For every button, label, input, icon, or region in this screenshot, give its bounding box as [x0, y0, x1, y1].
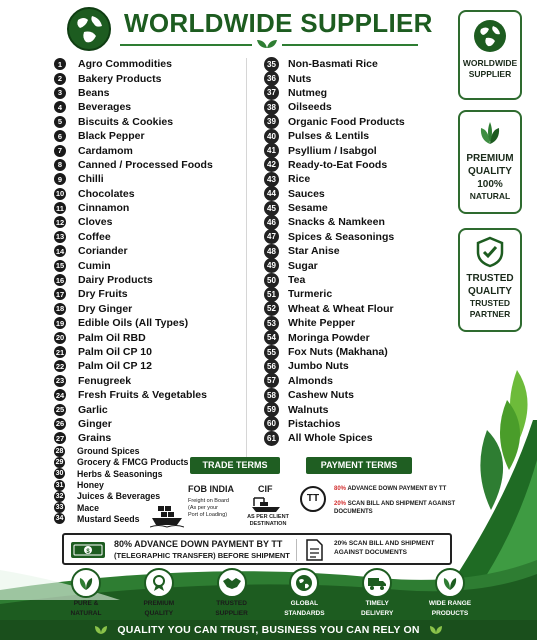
product-item — [54, 345, 213, 359]
product-item — [264, 129, 405, 143]
product-label: Cloves — [78, 216, 113, 229]
product-number: 28 — [55, 447, 64, 455]
product-item — [54, 100, 213, 114]
product-item — [54, 71, 213, 85]
leaf-icon — [429, 625, 443, 635]
product-label: Mace — [77, 502, 100, 513]
badge-line: QUALITY — [144, 609, 174, 617]
product-number: 61 — [264, 431, 279, 446]
product-item — [264, 230, 405, 244]
product-item — [54, 388, 213, 402]
fob-description — [188, 498, 229, 519]
product-item — [54, 187, 213, 201]
product-label: Nutmeg — [288, 86, 328, 99]
product-number: 53 — [264, 316, 279, 331]
product-item — [54, 330, 213, 344]
product-label: Garlic — [78, 403, 108, 416]
product-number: 26 — [55, 419, 65, 429]
product-number: 16 — [55, 275, 65, 285]
product-number: 48 — [264, 244, 279, 259]
badge-line: TIMELY — [365, 600, 389, 607]
product-item — [54, 258, 213, 272]
product-item — [264, 302, 405, 316]
product-label: Sesame — [288, 202, 328, 215]
product-number: 25 — [55, 405, 65, 415]
product-number: 54 — [264, 330, 279, 345]
ship-icon — [150, 502, 184, 528]
product-number: 23 — [55, 376, 65, 386]
product-item — [54, 115, 213, 129]
product-label: Edible Oils (All Types) — [78, 317, 189, 330]
product-number: 37 — [264, 85, 279, 100]
payment-term-text: ADVANCE DOWN PAYMENT BY TT — [347, 486, 447, 492]
globe-icon — [294, 573, 314, 593]
cif-description — [246, 514, 290, 528]
cif-line: AS PER CLIENT — [247, 514, 289, 520]
worldwide-supplier-card — [458, 10, 522, 100]
product-item — [264, 215, 405, 229]
product-item — [54, 287, 213, 301]
product-item — [54, 457, 213, 468]
product-label: Organic Food Products — [288, 115, 405, 128]
product-label: Spices & Seasonings — [288, 230, 395, 243]
product-label: Jumbo Nuts — [288, 360, 349, 373]
fob-line: Freight on Board — [188, 498, 229, 504]
product-number: 24 — [55, 390, 65, 400]
product-number: 12 — [55, 217, 65, 227]
leaf-icon — [94, 625, 108, 635]
badge-line: TRUSTED — [216, 600, 247, 607]
product-label: Palm Oil CP 10 — [78, 346, 152, 358]
product-number: 41 — [264, 143, 279, 158]
crane-ship-icon — [250, 496, 282, 514]
card-line: QUALITY — [468, 166, 512, 177]
product-label: Dairy Products — [78, 274, 153, 287]
shield-check-icon — [475, 236, 505, 268]
product-item — [264, 374, 405, 388]
product-item — [54, 215, 213, 229]
product-item — [54, 86, 213, 100]
product-number: 58 — [264, 388, 279, 403]
product-number: 36 — [264, 71, 279, 86]
payment-term-2 — [334, 500, 474, 516]
product-label: Grocery & FMCG Products — [77, 457, 189, 468]
product-label: Cardamom — [78, 144, 133, 157]
product-number: 38 — [264, 100, 279, 115]
product-label: Pulses & Lentils — [288, 130, 370, 143]
product-label: Black Pepper — [78, 130, 145, 143]
product-number: 8 — [54, 159, 66, 171]
product-number: 20 — [55, 333, 65, 343]
product-item — [264, 201, 405, 215]
leaf-icon — [77, 574, 95, 592]
product-number: 15 — [55, 261, 65, 271]
card-line: PARTNER — [469, 309, 511, 319]
product-item — [264, 115, 405, 129]
payment-box-divider — [296, 539, 297, 561]
product-number: 9 — [54, 173, 66, 185]
product-label: Honey — [77, 480, 104, 491]
product-number: 30 — [55, 470, 64, 478]
product-item — [264, 359, 405, 373]
product-label: White Pepper — [288, 317, 356, 330]
product-label: Nuts — [288, 72, 312, 85]
product-item — [54, 129, 213, 143]
product-item — [54, 431, 213, 445]
product-label: Beans — [78, 86, 110, 99]
product-number: 42 — [264, 157, 279, 172]
payment-percent: 80% — [334, 486, 347, 492]
badge-line: GLOBAL — [290, 600, 319, 607]
product-label: Fox Nuts (Makhana) — [288, 346, 388, 358]
product-label: Non-Basmati Rice — [288, 58, 378, 71]
product-label: Coffee — [78, 230, 111, 243]
product-label: Turmeric — [288, 288, 333, 301]
product-number: 4 — [54, 101, 66, 113]
fob-line: Port of Loading) — [188, 512, 228, 518]
product-label: Tea — [288, 274, 306, 287]
payment-percent: 20% — [334, 501, 347, 507]
header — [0, 0, 440, 52]
product-number: 5 — [54, 116, 66, 128]
badge-global-standards — [276, 568, 332, 618]
product-number: 18 — [55, 304, 65, 314]
cash-icon — [70, 539, 106, 561]
product-label: Cinnamon — [78, 202, 130, 215]
tt-badge: TT — [300, 486, 326, 512]
payment-terms — [300, 480, 475, 530]
card-line: 100% — [477, 179, 503, 190]
product-number: 55 — [264, 345, 279, 360]
card-line: WORLDWIDE — [462, 58, 518, 68]
product-number: 44 — [264, 186, 279, 201]
product-number: 10 — [55, 189, 65, 199]
product-label: Biscuits & Cookies — [78, 115, 174, 128]
product-item — [264, 244, 405, 258]
badge-trusted-supplier — [204, 568, 260, 618]
decorative-leaves — [447, 360, 537, 590]
product-number: 35 — [264, 57, 279, 72]
product-label: Almonds — [288, 374, 333, 387]
product-item — [264, 158, 405, 172]
product-item — [264, 187, 405, 201]
payment-side-text: 20% SCAN BILL AND SHIPMENT AGAINST DOCUMENTS — [334, 540, 435, 556]
product-label: Canned / Processed Foods — [78, 158, 213, 171]
product-label: Dry Ginger — [78, 302, 133, 315]
product-label: Fenugreek — [78, 374, 132, 387]
product-label: Dry Fruits — [78, 288, 128, 301]
badge-line: PURE & — [73, 600, 99, 607]
product-number: 27 — [55, 433, 65, 443]
product-item — [264, 100, 405, 114]
product-number: 1 — [54, 58, 66, 70]
product-item — [54, 417, 213, 431]
product-item — [264, 388, 405, 402]
product-item — [54, 230, 213, 244]
product-label: Grains — [78, 432, 112, 445]
product-number: 7 — [54, 145, 66, 157]
product-number: 6 — [54, 130, 66, 142]
product-number: 13 — [55, 232, 65, 242]
product-number: 34 — [55, 515, 64, 523]
product-number: 57 — [264, 373, 279, 388]
product-list-right — [264, 57, 405, 446]
product-label: Coriander — [78, 245, 128, 258]
product-label: Oilseeds — [288, 101, 332, 114]
globe-icon — [472, 18, 508, 54]
product-number: 29 — [55, 458, 64, 466]
fob-line: (As per your — [188, 505, 218, 511]
product-number: 31 — [55, 481, 64, 489]
product-number: 45 — [264, 201, 279, 216]
product-label: Palm Oil RBD — [78, 331, 146, 344]
product-item — [54, 402, 213, 416]
product-item — [264, 143, 405, 157]
payment-term-text: SCAN BILL AND SHIPMENT AGAINST DOCUMENTS — [334, 501, 456, 515]
product-item — [54, 273, 213, 287]
column-divider — [246, 58, 247, 458]
payment-terms-banner: PAYMENT TERMS — [306, 457, 412, 474]
product-item — [54, 201, 213, 215]
product-label: Ginger — [78, 417, 112, 430]
product-item — [264, 345, 405, 359]
product-item — [264, 258, 405, 272]
product-item — [54, 468, 213, 479]
product-item — [264, 86, 405, 100]
product-label: Sugar — [288, 259, 318, 272]
product-item — [264, 330, 405, 344]
product-number: 17 — [55, 289, 65, 299]
product-label: Chocolates — [78, 187, 135, 200]
product-number: 33 — [55, 504, 64, 512]
product-item — [54, 57, 213, 71]
product-number: 32 — [55, 492, 64, 500]
product-item — [264, 71, 405, 85]
product-number: 51 — [264, 287, 279, 302]
product-label: Juices & Beverages — [77, 491, 161, 502]
product-item — [54, 244, 213, 258]
product-label: Ready-to-Eat Foods — [288, 158, 388, 171]
product-label: Psyllium / Isabgol — [288, 144, 377, 157]
product-number: 50 — [264, 273, 279, 288]
product-number: 40 — [264, 129, 279, 144]
product-number: 2 — [54, 73, 66, 85]
globe-icon — [66, 6, 112, 52]
handshake-icon — [222, 575, 242, 591]
footer-tagline — [0, 620, 537, 640]
premium-quality-card — [458, 110, 522, 214]
product-label: Cashew Nuts — [288, 389, 354, 402]
product-item — [54, 158, 213, 172]
card-line: TRUSTED — [466, 273, 514, 284]
product-number: 19 — [55, 318, 65, 328]
product-item — [264, 273, 405, 287]
product-item — [54, 302, 213, 316]
product-item — [54, 316, 213, 330]
badge-line: PREMIUM — [143, 600, 175, 607]
product-label: Sauces — [288, 187, 325, 200]
product-item — [54, 143, 213, 157]
badge-pure-natural — [58, 568, 114, 618]
badge-line: STANDARDS — [284, 609, 325, 617]
trade-terms — [150, 482, 290, 532]
product-label: Herbs & Seasonings — [77, 468, 163, 479]
badge-timely-delivery — [349, 568, 405, 618]
product-label: All Whole Spices — [288, 432, 373, 445]
feature-badges — [58, 568, 478, 618]
badge-line: PRODUCTS — [431, 609, 469, 617]
product-label: Palm Oil CP 12 — [78, 360, 152, 373]
cif-title: CIF — [258, 484, 273, 494]
product-label: Beverages — [78, 101, 132, 114]
product-label: Bakery Products — [78, 72, 162, 85]
product-label: Mustard Seeds — [77, 513, 140, 524]
card-line: SUPPLIER — [468, 69, 512, 79]
product-label: Agro Commodities — [78, 58, 172, 71]
svg-text:$: $ — [86, 549, 90, 555]
cif-line: DESTINATION — [249, 521, 287, 527]
product-item — [264, 402, 405, 416]
product-item — [54, 172, 213, 186]
product-number: 47 — [264, 229, 279, 244]
title-underline-right — [282, 44, 418, 46]
card-line: NATURAL — [469, 191, 511, 201]
product-item — [264, 287, 405, 301]
product-number: 39 — [264, 114, 279, 129]
badge-premium-quality — [131, 568, 187, 618]
page-title: WORLDWIDE SUPPLIER — [124, 8, 433, 38]
footer-text: QUALITY YOU CAN TRUST, BUSINESS YOU CAN RELY ON — [117, 624, 420, 636]
trade-terms-banner: TRADE TERMS — [190, 457, 280, 474]
product-item — [54, 446, 213, 457]
product-label: Fresh Fruits & Vegetables — [78, 389, 207, 402]
badge-line: NATURAL — [70, 609, 102, 617]
payment-main-line: 80% ADVANCE DOWN PAYMENT BY TT — [114, 539, 283, 549]
product-number: 46 — [264, 215, 279, 230]
card-line: TRUSTED — [469, 298, 511, 308]
product-item — [264, 57, 405, 71]
product-number: 14 — [55, 246, 65, 256]
product-number: 3 — [54, 87, 66, 99]
product-label: Ground Spices — [77, 446, 140, 457]
product-number: 21 — [55, 347, 65, 357]
product-label: Rice — [288, 173, 311, 186]
product-label: Cumin — [78, 259, 111, 272]
product-list-left — [54, 57, 213, 525]
card-line: QUALITY — [468, 286, 512, 297]
product-label: Moringa Powder — [288, 331, 370, 344]
payment-summary-box — [62, 533, 452, 565]
badge-line: SUPPLIER — [215, 609, 248, 617]
truck-icon — [367, 576, 387, 590]
leaf-icon — [475, 118, 505, 148]
product-item — [54, 359, 213, 373]
fob-title: FOB INDIA — [188, 484, 234, 494]
badge-wide-range-products — [422, 568, 478, 618]
product-label: Pistachios — [288, 417, 341, 430]
medal-icon — [150, 574, 168, 592]
product-number: 43 — [264, 172, 279, 187]
trusted-quality-card — [458, 228, 522, 332]
title-underline-left — [120, 44, 252, 46]
product-number: 11 — [54, 202, 66, 214]
product-label: Walnuts — [288, 403, 329, 416]
product-number: 22 — [55, 361, 65, 371]
product-label: Snacks & Namkeen — [288, 216, 385, 229]
product-item — [264, 172, 405, 186]
payment-term-1 — [334, 486, 446, 492]
product-label: Wheat & Wheat Flour — [288, 302, 394, 315]
product-item — [264, 417, 405, 431]
product-label: Chilli — [78, 173, 104, 186]
badge-line: DELIVERY — [361, 609, 394, 617]
product-item — [264, 316, 405, 330]
card-line: PREMIUM — [466, 153, 514, 164]
product-item — [264, 431, 405, 445]
product-number: 56 — [264, 359, 279, 374]
badge-line: WIDE RANGE — [428, 600, 472, 607]
product-number: 59 — [264, 402, 279, 417]
product-item — [54, 374, 213, 388]
leaf-icon — [255, 38, 279, 50]
product-label: Star Anise — [288, 245, 340, 258]
product-number: 60 — [264, 416, 279, 431]
product-number: 49 — [264, 258, 279, 273]
payment-sub-line: (TELEGRAPHIC TRANSFER) BEFORE SHIPMENT — [114, 551, 290, 560]
leaf-icon — [441, 574, 459, 592]
product-number: 52 — [264, 301, 279, 316]
document-icon — [304, 539, 324, 561]
